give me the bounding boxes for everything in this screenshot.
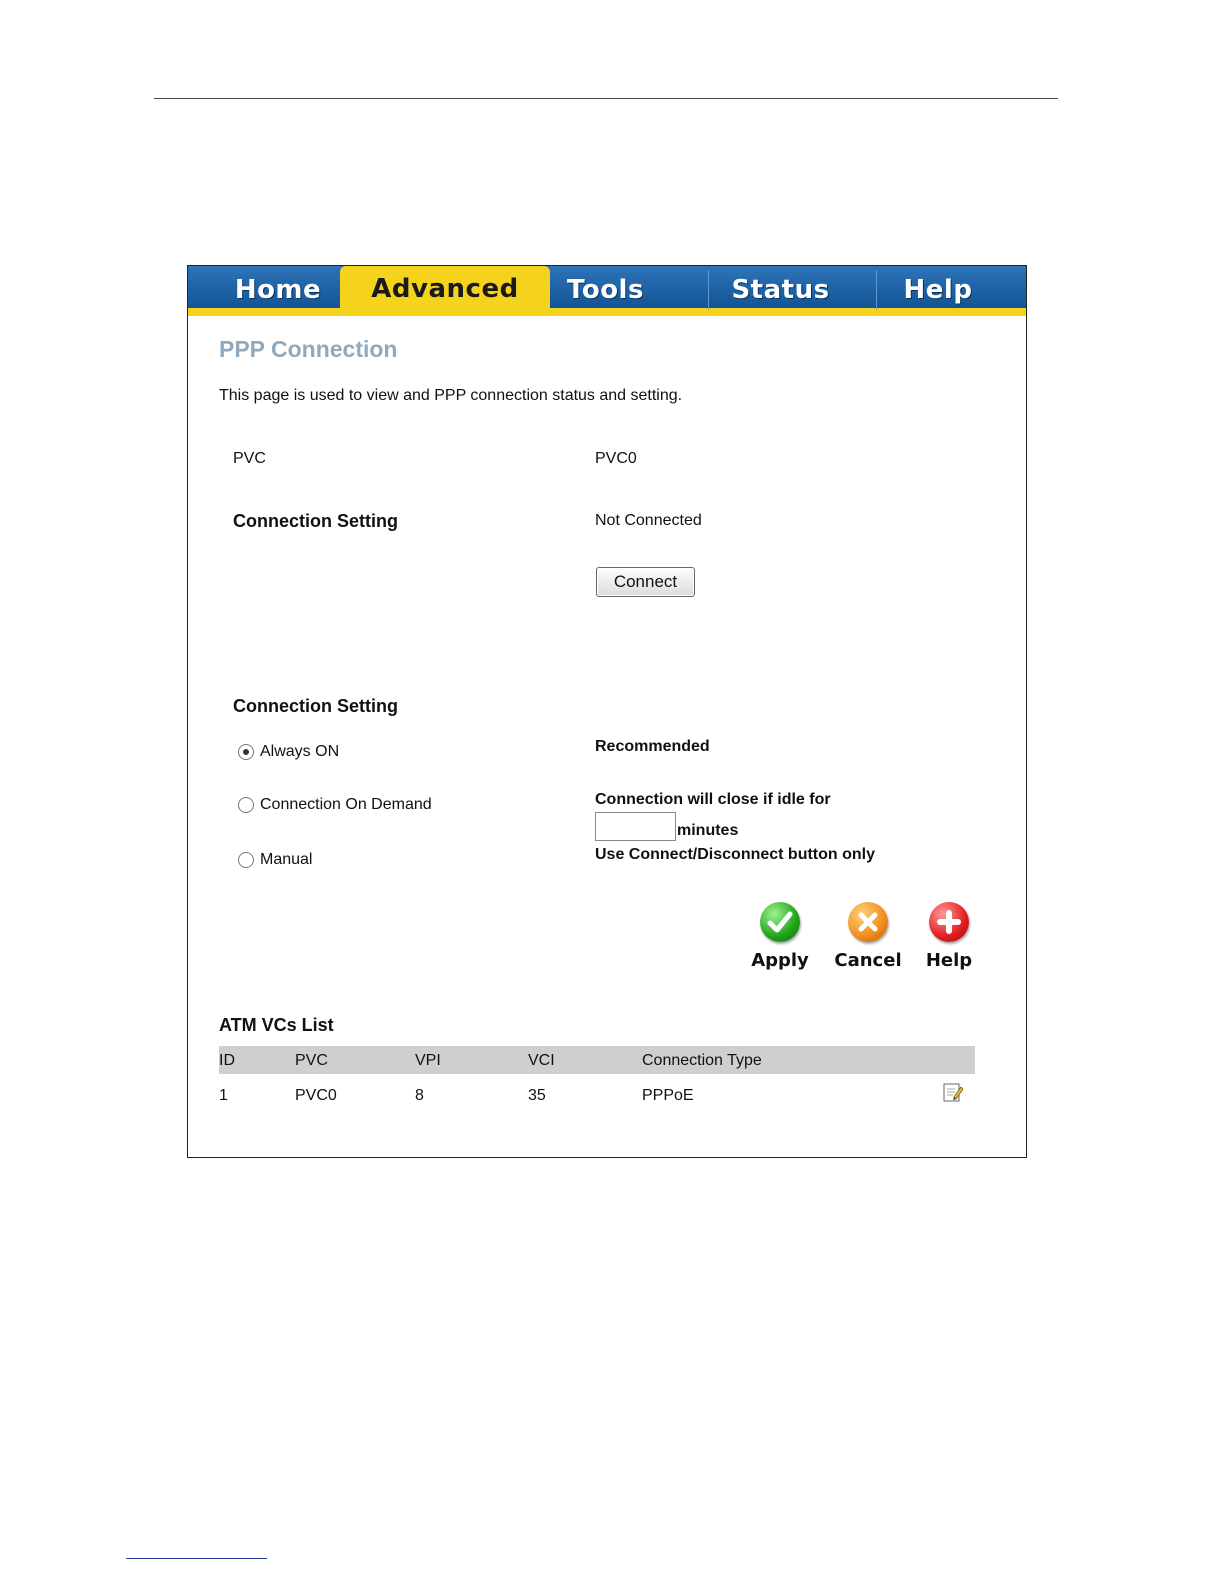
connect-button[interactable]: Connect — [596, 567, 695, 597]
row-vci: 35 — [528, 1087, 546, 1104]
connection-status: Not Connected — [595, 512, 702, 529]
atm-table-header — [219, 1046, 975, 1074]
tab-home[interactable]: Home — [234, 275, 322, 305]
pvc-value: PVC0 — [595, 450, 637, 467]
connection-setting-heading: Connection Setting — [233, 696, 398, 716]
radio-always-on[interactable] — [238, 744, 254, 760]
manual-note: Use Connect/Disconnect button only — [595, 846, 876, 863]
bottom-rule — [126, 1558, 267, 1559]
tab-tools[interactable]: Tools — [567, 275, 644, 305]
column-header-vpi: VPI — [415, 1052, 441, 1069]
pvc-label: PVC — [233, 450, 266, 467]
row-vpi: 8 — [415, 1087, 424, 1104]
edit-icon[interactable] — [943, 1081, 963, 1103]
radio-manual[interactable] — [238, 852, 254, 868]
on-demand-note: Connection will close if idle for — [595, 791, 831, 808]
cancel-button[interactable] — [833, 902, 903, 971]
option-always-on-label: Always ON — [260, 743, 340, 760]
option-on-demand-label: Connection On Demand — [260, 796, 432, 813]
option-connection-on-demand[interactable] — [238, 796, 432, 814]
page-title: PPP Connection — [219, 336, 398, 362]
always-on-note: Recommended — [595, 738, 710, 755]
connection-status-heading: Connection Setting — [233, 511, 398, 531]
column-header-pvc: PVC — [295, 1052, 328, 1069]
column-header-vci: VCI — [528, 1052, 555, 1069]
apply-button[interactable] — [745, 902, 815, 971]
router-config-panel — [187, 265, 1027, 1158]
tab-help[interactable]: Help — [903, 275, 973, 305]
help-label: Help — [925, 950, 973, 971]
tab-status[interactable]: Status — [731, 275, 830, 305]
row-connection-type: PPPoE — [642, 1087, 694, 1104]
option-manual[interactable] — [238, 851, 312, 869]
option-manual-label: Manual — [260, 851, 313, 868]
page-description: This page is used to view and PPP connection status and setting. — [219, 387, 683, 404]
cancel-label: Cancel — [834, 950, 902, 971]
help-button[interactable] — [914, 902, 984, 971]
plus-icon — [929, 902, 969, 942]
idle-minutes-input[interactable] — [595, 812, 676, 841]
row-id: 1 — [219, 1087, 228, 1104]
checkmark-icon — [760, 902, 800, 942]
apply-label: Apply — [751, 950, 809, 971]
radio-connection-on-demand[interactable] — [238, 797, 254, 813]
x-icon — [848, 902, 888, 942]
tab-advanced[interactable]: Advanced — [340, 266, 550, 312]
main-nav — [188, 266, 1026, 316]
column-header-connection-type: Connection Type — [642, 1052, 762, 1069]
column-header-id: ID — [219, 1052, 235, 1069]
option-always-on[interactable] — [238, 743, 339, 761]
tab-divider — [876, 270, 877, 310]
minutes-label: minutes — [677, 822, 739, 839]
row-pvc: PVC0 — [295, 1087, 337, 1104]
top-rule — [154, 98, 1058, 99]
atm-list-title: ATM VCs List — [219, 1015, 334, 1035]
